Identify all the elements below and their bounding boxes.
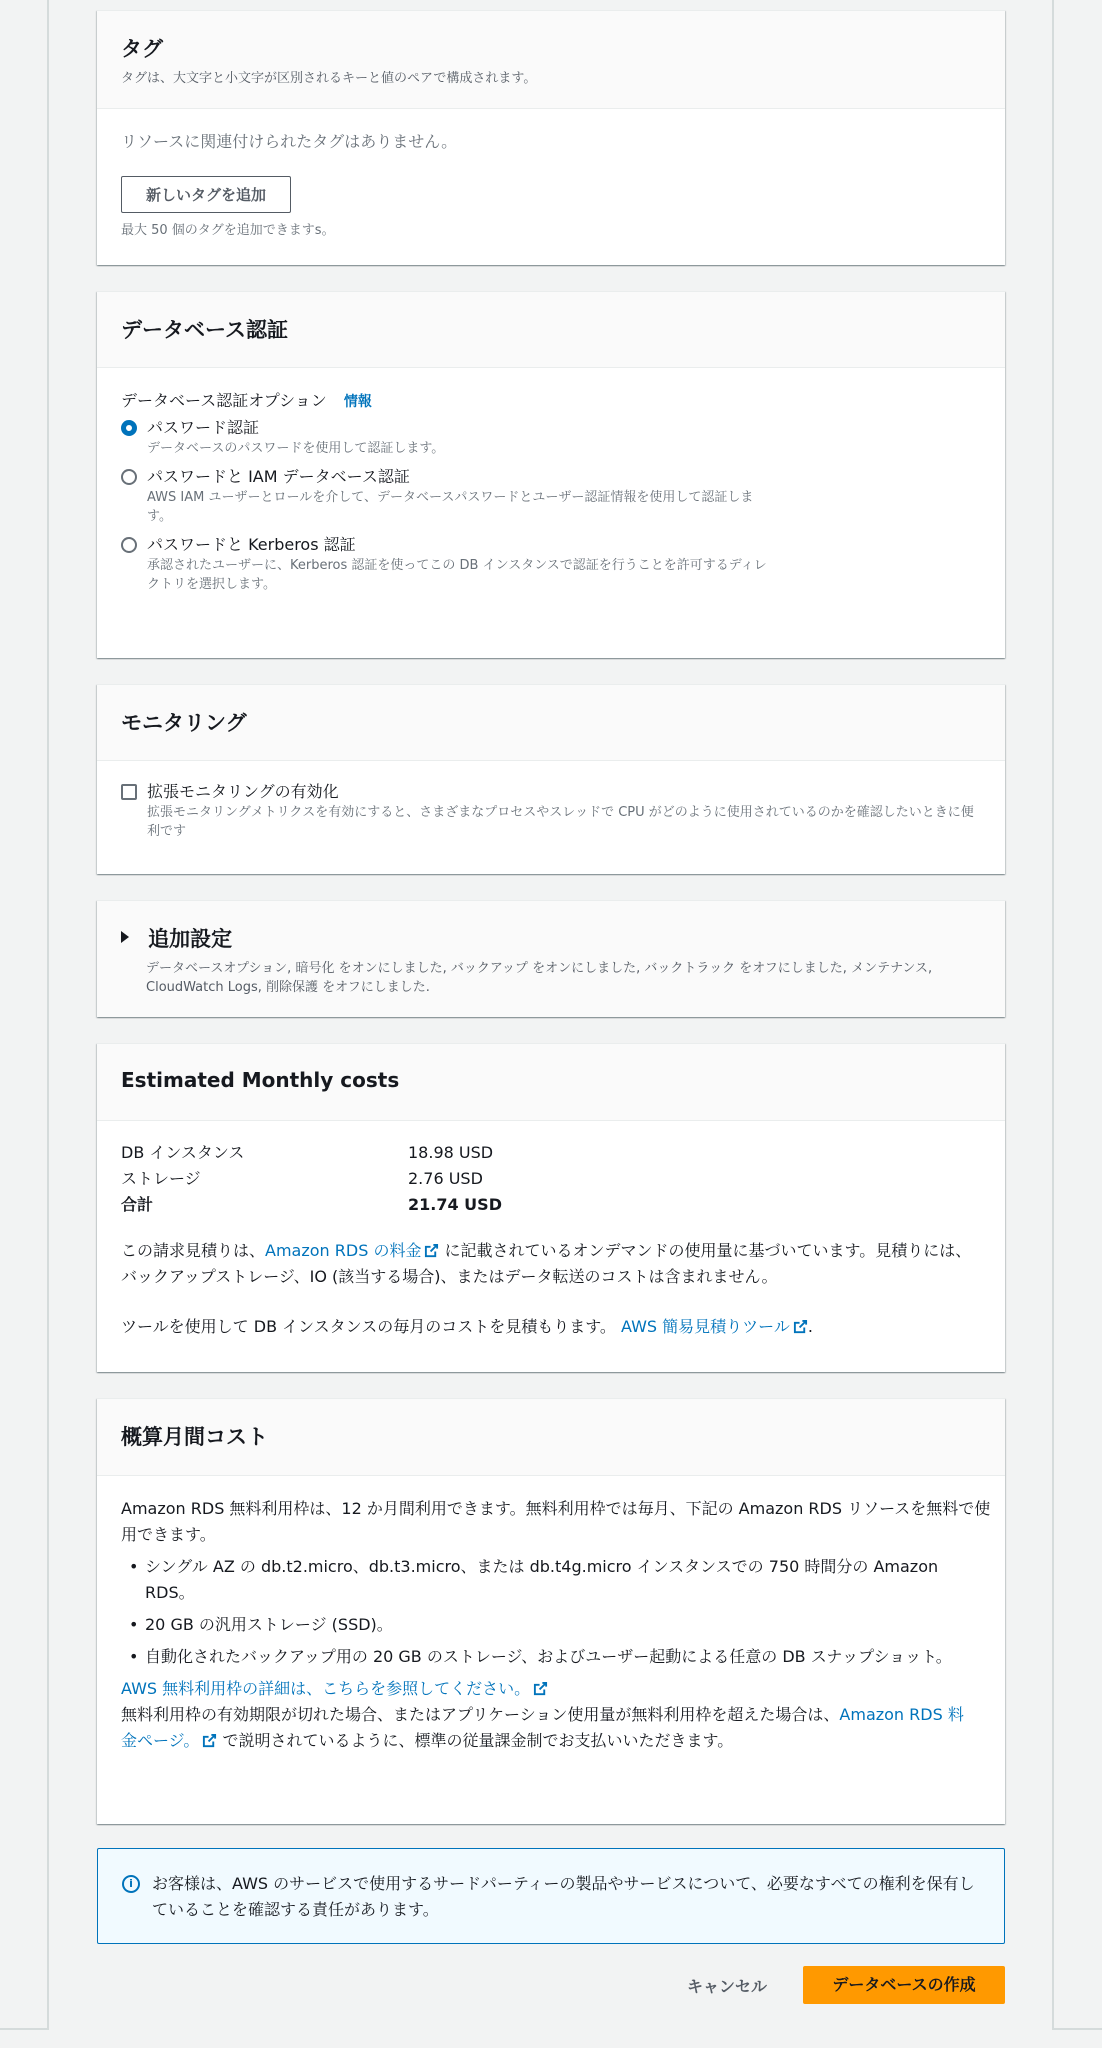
rds-pricing-link-text[interactable]: Amazon RDS の料金: [265, 1241, 422, 1260]
estimated-costs-body: [97, 1121, 1005, 1340]
free-tier-list: [121, 1554, 981, 1670]
estimated-costs-title: Estimated Monthly costs: [121, 1068, 400, 1092]
add-tag-button[interactable]: 新しいタグを追加: [121, 176, 291, 213]
enhanced-monitoring-checkbox[interactable]: [121, 784, 137, 800]
pricing-calculator-link-text[interactable]: AWS 簡易見積りツール: [621, 1317, 790, 1336]
db-auth-options-label-row: [121, 388, 981, 411]
free-tier-details-row: [121, 1676, 981, 1702]
right-panel: [1052, 0, 1102, 2030]
free-tier-header: [97, 1399, 1005, 1476]
cost-total-value: 21.74 USD: [408, 1195, 502, 1214]
calculator-note-period: .: [807, 1317, 813, 1336]
monitoring-title: モニタリング: [121, 711, 247, 735]
rds-pricing-link[interactable]: [265, 1241, 439, 1260]
cost-table: [121, 1141, 981, 1216]
pricing-calculator-link[interactable]: [621, 1317, 808, 1336]
cost-value: 18.98 USD: [408, 1143, 494, 1162]
monitoring-body: [97, 761, 1005, 841]
monitoring-header: [97, 685, 1005, 761]
free-tier-details-link-text[interactable]: AWS 無料利用枠の詳細は、こちらを参照してください。: [121, 1679, 531, 1698]
cost-total-label: 合計: [121, 1195, 154, 1214]
pricing-note-text: この請求見積りは、: [121, 1241, 266, 1260]
pricing-note: [121, 1238, 981, 1290]
info-alert: [97, 1848, 1005, 1944]
auth-option-password[interactable]: [121, 417, 981, 458]
calculator-note: [121, 1314, 981, 1340]
pricing-note-text: に記載されているオンデマンドの使用量に基づいています。見積りには、バックアップストレージ、IO (該当する場合)、またはデータ転送のコストは含まれません。: [121, 1241, 972, 1286]
tags-body: [97, 109, 1005, 238]
left-panel: [0, 0, 49, 2030]
create-database-button[interactable]: データベースの作成: [803, 1966, 1005, 2004]
free-tier-item: • 自動化されたバックアップ用の 20 GB のストレージ、およびユーザー起動による任意の DB スナップショット。: [121, 1644, 981, 1670]
additional-settings-summary: データベースオプション, 暗号化 をオンにしました, バックアップ をオンにしました, バックトラック をオフにしました, メンテナンス, CloudWatch Logs, 削除保護 をオフにしました.: [146, 961, 933, 995]
enhanced-monitoring-description: 拡張モニタリングメトリクスを有効にすると、さまざまなプロセスやスレッドで CPU がどのように使用されているのかを確認したいときに便利です: [147, 805, 974, 839]
free-tier-intro: Amazon RDS 無料利用枠は、12 か月間利用できます。無料利用枠では毎月、下記の Amazon RDS リソースを無料で使用できます。: [121, 1499, 991, 1544]
auth-option-description: 承認されたユーザーに、Kerberos 認証を使ってこの DB インスタンスで認証を行うことを許可するディレクトリを選択します。: [147, 558, 767, 592]
db-auth-body: [97, 368, 1005, 594]
free-tier-expiry: [121, 1702, 971, 1754]
external-link-icon: [202, 1733, 217, 1748]
estimated-costs-section: [97, 1043, 1005, 1372]
external-link-icon: [793, 1319, 808, 1334]
radio-unchecked-icon[interactable]: [121, 469, 137, 485]
tags-description: タグは、大文字と小文字が区別されるキーと値のペアで構成されます。: [121, 71, 537, 86]
auth-option-password-kerberos[interactable]: [121, 534, 981, 594]
auth-option-description: AWS IAM ユーザーとロールを介して、データベースパスワードとユーザー認証情報を使用して認証します。: [147, 490, 754, 524]
radio-unchecked-icon[interactable]: [121, 537, 137, 553]
free-tier-item: • シングル AZ の db.t2.micro、db.t3.micro、または db.t4g.micro インスタンスでの 750 時間分の Amazon RDS。: [121, 1554, 981, 1606]
cancel-button[interactable]: キャンセル: [686, 1976, 767, 1996]
free-tier-section: [97, 1398, 1005, 1824]
tags-section: [97, 10, 1005, 265]
db-auth-options-label: データベース認証オプション: [121, 391, 327, 410]
auth-option-description: データベースのパスワードを使用して認証します。: [147, 441, 445, 456]
cost-value: 2.76 USD: [408, 1169, 483, 1188]
radio-checked-icon[interactable]: [121, 420, 137, 436]
info-icon: i: [122, 1875, 140, 1893]
auth-option-label: パスワード認証: [147, 418, 260, 437]
external-link-icon: [533, 1681, 548, 1696]
db-auth-title: データベース認証: [121, 318, 288, 342]
db-auth-section: [97, 291, 1005, 658]
monitoring-section: [97, 684, 1005, 874]
tags-title: タグ: [121, 37, 163, 61]
external-link-icon: [424, 1243, 439, 1258]
free-tier-item: • 20 GB の汎用ストレージ (SSD)。: [121, 1612, 981, 1638]
auth-option-label: パスワードと IAM データベース認証: [147, 467, 410, 486]
free-tier-expiry-text: で説明されているように、標準の従量課金制でお支払いいただきます。: [222, 1731, 734, 1750]
calculator-note-text: ツールを使用して DB インスタンスの毎月のコストを見積もります。: [121, 1317, 616, 1336]
info-alert-text: お客様は、AWS のサービスで使用するサードパーティーの製品やサービスについて、必要なすべての権利を保有していることを確認する責任があります。: [152, 1874, 975, 1919]
free-tier-expiry-text: 無料利用枠の有効期限が切れた場合、またはアプリケーション使用量が無料利用枠を超えた場合は、: [121, 1705, 840, 1724]
enhanced-monitoring-checkbox-row[interactable]: [121, 781, 981, 841]
free-tier-body: [97, 1476, 1005, 1754]
additional-settings-section: [97, 900, 1005, 1017]
free-tier-details-link[interactable]: [121, 1679, 548, 1698]
additional-settings-toggle[interactable]: [97, 901, 1005, 997]
info-link[interactable]: 情報: [343, 394, 372, 410]
tags-empty-message: リソースに関連付けられたタグはありません。: [121, 132, 458, 151]
db-auth-header: [97, 292, 1005, 368]
rds-pricing-page-link-text[interactable]: Amazon RDS 料金ページ。: [121, 1705, 964, 1750]
estimated-costs-header: [97, 1044, 1005, 1121]
tags-hint: 最大 50 個のタグを追加できますs。: [121, 223, 335, 238]
auth-option-label: パスワードと Kerberos 認証: [147, 535, 356, 554]
caret-right-icon[interactable]: [121, 931, 129, 943]
cost-label: ストレージ: [121, 1169, 201, 1188]
tags-header: [97, 11, 1005, 109]
enhanced-monitoring-label: 拡張モニタリングの有効化: [147, 782, 339, 801]
cost-label: DB インスタンス: [121, 1143, 245, 1162]
auth-option-password-iam[interactable]: [121, 466, 981, 526]
form-actions: [687, 1966, 1005, 2004]
free-tier-title: 概算月間コスト: [121, 1425, 268, 1449]
additional-settings-title[interactable]: 追加設定: [148, 927, 233, 951]
